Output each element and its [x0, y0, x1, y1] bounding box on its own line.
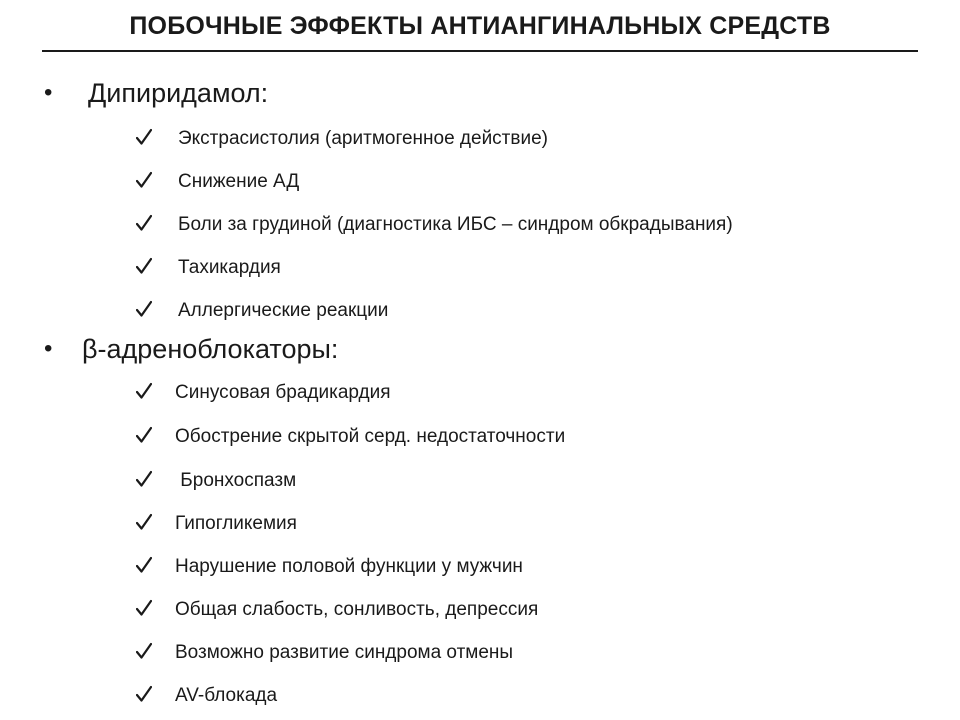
checkmark-icon	[136, 257, 152, 275]
checkmark-icon	[136, 214, 152, 232]
list-item-text: AV-блокада	[175, 685, 278, 706]
list-item-text: Нарушение половой функции у мужчин	[175, 556, 523, 577]
list-item	[136, 642, 936, 668]
list-item	[136, 128, 936, 154]
list-item-text: Бронхоспазм	[175, 470, 297, 491]
list-item-text: Тахикардия	[178, 257, 281, 278]
list-item	[136, 257, 936, 283]
checkmark-icon	[136, 300, 152, 318]
title-underline	[42, 50, 918, 52]
checkmark-icon	[136, 685, 152, 703]
checkmark-icon	[136, 556, 152, 574]
checkmark-icon	[136, 642, 152, 660]
section-label: β-адреноблокаторы:	[82, 334, 339, 364]
list-item	[136, 556, 936, 582]
list-item-text: Боли за грудиной (диагностика ИБС – синдром обкрадывания)	[178, 214, 733, 235]
section-heading	[0, 76, 960, 110]
list-item	[136, 214, 936, 240]
checkmark-icon	[136, 426, 152, 444]
list-item	[136, 426, 936, 452]
checkmark-icon	[136, 382, 152, 400]
checkmark-icon	[136, 513, 152, 531]
list-item-text: Синусовая брадикардия	[175, 382, 391, 403]
list-item	[136, 300, 936, 326]
list-item-text: Снижение АД	[178, 171, 300, 192]
section-label: Дипиридамол:	[88, 78, 269, 108]
list-item-text: Гипогликемия	[175, 513, 297, 534]
section-heading	[0, 332, 960, 366]
list-item	[136, 513, 936, 539]
list-item	[136, 599, 936, 625]
list-item	[136, 171, 936, 197]
list-item-text: Экстрасистолия (аритмогенное действие)	[178, 128, 548, 149]
checkmark-icon	[136, 599, 152, 617]
checkmark-icon	[136, 171, 152, 189]
checkmark-icon	[136, 470, 152, 488]
list-item	[136, 382, 936, 408]
list-item-text: Общая слабость, сонливость, депрессия	[175, 599, 539, 620]
slide-title: ПОБОЧНЫЕ ЭФФЕКТЫ АНТИАНГИНАЛЬНЫХ СРЕДСТВ	[129, 12, 831, 40]
list-item-text: Возможно развитие синдрома отмены	[175, 642, 514, 663]
list-item	[136, 685, 936, 711]
list-item-text: Обострение скрытой серд. недостаточности	[175, 426, 566, 447]
bullet-dot-icon: •	[44, 335, 53, 362]
bullet-dot-icon: •	[44, 79, 53, 106]
list-item	[136, 470, 936, 496]
checkmark-icon	[136, 128, 152, 146]
list-item-text: Аллергические реакции	[178, 300, 389, 321]
